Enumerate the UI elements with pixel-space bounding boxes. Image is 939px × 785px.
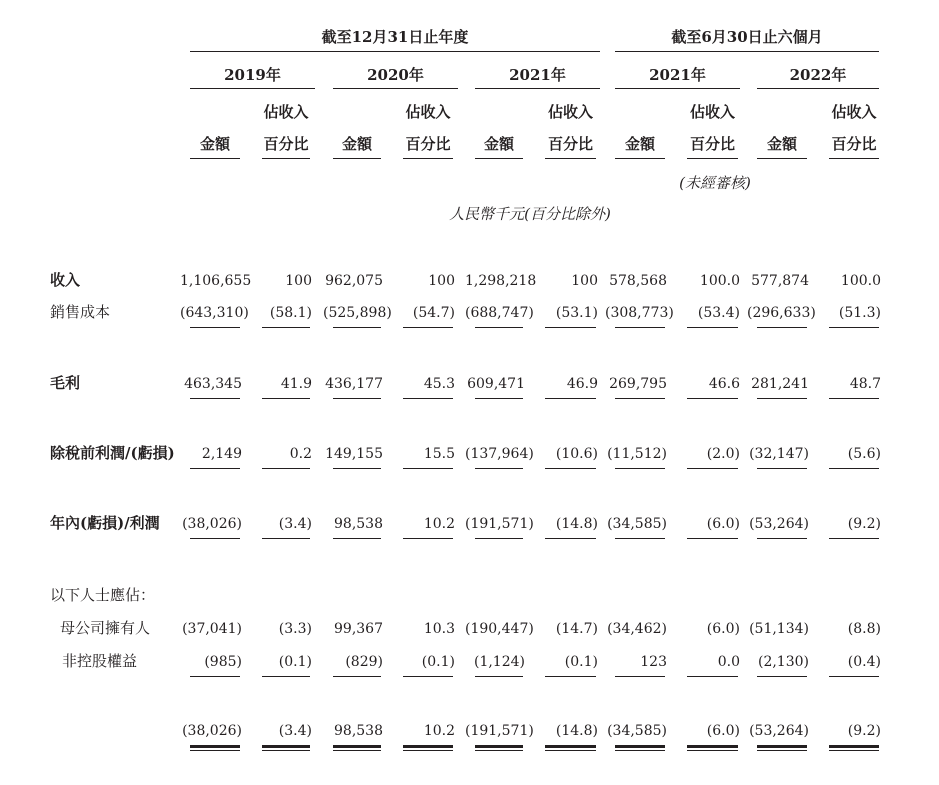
cell-value: (525,898) — [323, 305, 392, 321]
cell-double-underline — [829, 745, 879, 751]
cell-underline — [687, 327, 738, 328]
cell-underline — [190, 538, 240, 539]
cell-value: 100 — [428, 273, 455, 289]
cell-underline — [687, 676, 738, 677]
cell-double-underline — [333, 745, 381, 751]
cell-double-underline — [475, 745, 523, 751]
cell-value: (53.1) — [555, 305, 598, 321]
cell-value: (191,571) — [465, 723, 534, 739]
cell-underline — [757, 327, 807, 328]
cell-value: 281,241 — [751, 376, 809, 392]
cell-value: 269,795 — [609, 376, 667, 392]
cell-underline — [829, 676, 879, 677]
col-header-pct-line2: 百分比 — [831, 135, 877, 153]
cell-value: 577,874 — [751, 273, 809, 289]
cell-value: (58.1) — [269, 305, 312, 321]
col-header-underline — [545, 158, 596, 159]
cell-value: 962,075 — [325, 273, 383, 289]
cell-value: 15.5 — [423, 446, 455, 462]
col-header-pct-line2: 百分比 — [689, 135, 735, 153]
cell-value: 99,367 — [334, 621, 383, 637]
cell-value: 123 — [640, 654, 667, 670]
cell-double-underline — [190, 745, 240, 751]
cell-value: (3.3) — [278, 621, 312, 637]
cell-value: 10.2 — [423, 516, 455, 532]
cell-value: 463,345 — [184, 376, 242, 392]
cell-value: (3.4) — [278, 723, 312, 739]
col-header-pct-line1: 佔收入 — [405, 103, 451, 121]
cell-value: 0.2 — [289, 446, 312, 462]
unaudited-note: (未經審核) — [679, 174, 751, 192]
cell-value: (8.8) — [847, 621, 881, 637]
cell-value: (38,026) — [182, 723, 242, 739]
group-underline-six-months — [615, 51, 879, 52]
cell-value: 48.7 — [849, 376, 881, 392]
cell-value: (14.7) — [555, 621, 598, 637]
cell-underline — [829, 468, 879, 469]
cell-value: 1,106,655 — [180, 273, 252, 289]
cell-value: (53,264) — [749, 723, 809, 739]
cell-double-underline — [545, 745, 596, 751]
cell-underline — [757, 398, 807, 399]
col-header-pct-line1: 佔收入 — [689, 103, 735, 121]
cell-value: (51.3) — [838, 305, 881, 321]
year-underline-2020 — [333, 88, 458, 89]
cell-underline — [615, 327, 665, 328]
cell-value: 10.3 — [423, 621, 455, 637]
cell-value: (2,130) — [757, 654, 809, 670]
cell-value: (0.4) — [847, 654, 881, 670]
row-label: 銷售成本 — [50, 303, 111, 321]
cell-value: (829) — [345, 654, 383, 670]
cell-value: 100.0 — [699, 273, 740, 289]
cell-underline — [475, 538, 523, 539]
year-header-2022-h1: 2022年 — [789, 66, 847, 84]
cell-underline — [829, 398, 879, 399]
cell-value: 45.3 — [423, 376, 455, 392]
cell-underline — [403, 538, 453, 539]
cell-value: (137,964) — [465, 446, 534, 462]
cell-underline — [615, 468, 665, 469]
year-header-2021-h1: 2021年 — [649, 66, 706, 84]
col-header-underline — [190, 158, 240, 159]
cell-underline — [262, 327, 310, 328]
row-label: 年內(虧損)/利潤 — [50, 514, 160, 532]
cell-value: (51,134) — [749, 621, 809, 637]
year-header-2021: 2021年 — [509, 66, 566, 84]
cell-underline — [545, 676, 596, 677]
cell-double-underline — [757, 745, 807, 751]
col-header-underline — [829, 158, 879, 159]
cell-value: 10.2 — [423, 723, 455, 739]
cell-value: (54.7) — [412, 305, 455, 321]
cell-double-underline — [687, 745, 738, 751]
group-underline-year-end — [190, 51, 600, 52]
cell-value: (37,041) — [182, 621, 242, 637]
cell-underline — [262, 538, 310, 539]
cell-value: (190,447) — [465, 621, 534, 637]
row-label: 母公司擁有人 — [60, 619, 151, 637]
row-label: 以下人士應佔： — [50, 586, 156, 604]
cell-value: 46.6 — [708, 376, 740, 392]
cell-underline — [687, 538, 738, 539]
cell-value: (6.0) — [706, 723, 740, 739]
cell-underline — [615, 676, 665, 677]
cell-underline — [687, 398, 738, 399]
cell-value: (14.8) — [555, 723, 598, 739]
cell-value: (9.2) — [847, 723, 881, 739]
cell-value: 100 — [285, 273, 312, 289]
cell-value: (10.6) — [555, 446, 598, 462]
row-label: 除稅前利潤/(虧損) — [50, 444, 175, 462]
cell-value: (688,747) — [465, 305, 534, 321]
year-header-2019: 2019年 — [224, 66, 281, 84]
cell-value: (1,124) — [473, 654, 525, 670]
cell-underline — [615, 398, 665, 399]
cell-value: 98,538 — [334, 516, 383, 532]
cell-underline — [190, 327, 240, 328]
cell-underline — [545, 327, 596, 328]
cell-double-underline — [262, 745, 310, 751]
cell-underline — [262, 468, 310, 469]
group-header-six-months: 截至6月30日止六個月 — [671, 28, 823, 46]
cell-underline — [403, 468, 453, 469]
cell-value: 41.9 — [280, 376, 312, 392]
cell-value: 0.0 — [717, 654, 740, 670]
cell-value: (6.0) — [706, 516, 740, 532]
col-header-amount: 金額 — [483, 135, 514, 153]
cell-underline — [829, 327, 879, 328]
col-header-underline — [475, 158, 523, 159]
cell-underline — [262, 676, 310, 677]
cell-value: (34,462) — [607, 621, 667, 637]
cell-value: (0.1) — [421, 654, 455, 670]
cell-underline — [615, 538, 665, 539]
col-header-underline — [757, 158, 807, 159]
cell-underline — [403, 327, 453, 328]
cell-underline — [829, 538, 879, 539]
col-header-underline — [333, 158, 381, 159]
row-label: 收入 — [50, 271, 81, 289]
col-header-underline — [262, 158, 310, 159]
row-label: 毛利 — [50, 374, 81, 392]
cell-value: 1,298,218 — [465, 273, 537, 289]
cell-underline — [262, 398, 310, 399]
cell-value: (34,585) — [607, 516, 667, 532]
cell-underline — [757, 468, 807, 469]
cell-underline — [333, 676, 381, 677]
cell-value: (34,585) — [607, 723, 667, 739]
cell-double-underline — [403, 745, 453, 751]
cell-value: (985) — [204, 654, 242, 670]
col-header-amount: 金額 — [341, 135, 372, 153]
cell-value: (32,147) — [749, 446, 809, 462]
col-header-underline — [687, 158, 738, 159]
col-header-pct-line1: 佔收入 — [831, 103, 877, 121]
year-underline-2021 — [475, 88, 600, 89]
col-header-pct-line2: 百分比 — [405, 135, 451, 153]
cell-underline — [475, 398, 523, 399]
col-header-pct-line1: 佔收入 — [263, 103, 309, 121]
col-header-amount: 金額 — [199, 135, 230, 153]
cell-underline — [333, 468, 381, 469]
cell-value: 100.0 — [840, 273, 881, 289]
cell-value: 436,177 — [325, 376, 383, 392]
cell-underline — [757, 538, 807, 539]
cell-underline — [190, 676, 240, 677]
currency-note: 人民幣千元(百分比除外) — [449, 205, 611, 223]
cell-value: (53,264) — [749, 516, 809, 532]
year-underline-2022-h1 — [757, 88, 879, 89]
cell-underline — [545, 538, 596, 539]
cell-underline — [475, 327, 523, 328]
col-header-underline — [403, 158, 453, 159]
cell-value: (5.6) — [847, 446, 881, 462]
cell-value: (9.2) — [847, 516, 881, 532]
cell-underline — [403, 398, 453, 399]
cell-underline — [475, 676, 523, 677]
year-header-2020: 2020年 — [367, 66, 424, 84]
col-header-underline — [615, 158, 665, 159]
cell-value: (11,512) — [607, 446, 667, 462]
year-underline-2021-h1 — [615, 88, 740, 89]
cell-value: (0.1) — [278, 654, 312, 670]
cell-underline — [190, 468, 240, 469]
cell-value: 578,568 — [609, 273, 667, 289]
cell-value: 2,149 — [201, 446, 242, 462]
cell-value: (14.8) — [555, 516, 598, 532]
cell-value: (191,571) — [465, 516, 534, 532]
cell-value: (296,633) — [747, 305, 816, 321]
cell-value: (3.4) — [278, 516, 312, 532]
cell-underline — [545, 468, 596, 469]
group-header-year-end: 截至12月31日止年度 — [321, 28, 469, 46]
col-header-amount: 金額 — [624, 135, 655, 153]
cell-value: (38,026) — [182, 516, 242, 532]
cell-value: 100 — [571, 273, 598, 289]
cell-underline — [403, 676, 453, 677]
cell-value: 46.9 — [566, 376, 598, 392]
cell-underline — [333, 327, 381, 328]
cell-underline — [333, 538, 381, 539]
cell-value: (53.4) — [697, 305, 740, 321]
col-header-pct-line2: 百分比 — [263, 135, 309, 153]
cell-value: (643,310) — [180, 305, 249, 321]
cell-value: (6.0) — [706, 621, 740, 637]
cell-value: (2.0) — [706, 446, 740, 462]
cell-value: (0.1) — [564, 654, 598, 670]
cell-underline — [190, 398, 240, 399]
col-header-pct-line1: 佔收入 — [547, 103, 593, 121]
year-underline-2019 — [190, 88, 315, 89]
cell-underline — [687, 468, 738, 469]
cell-value: (308,773) — [605, 305, 674, 321]
col-header-pct-line2: 百分比 — [547, 135, 593, 153]
cell-double-underline — [615, 745, 665, 751]
cell-underline — [475, 468, 523, 469]
cell-value: 149,155 — [325, 446, 383, 462]
cell-underline — [757, 676, 807, 677]
cell-underline — [333, 398, 381, 399]
cell-value: 609,471 — [467, 376, 525, 392]
col-header-amount: 金額 — [766, 135, 797, 153]
row-label: 非控股權益 — [62, 652, 138, 670]
cell-underline — [545, 398, 596, 399]
cell-value: 98,538 — [334, 723, 383, 739]
